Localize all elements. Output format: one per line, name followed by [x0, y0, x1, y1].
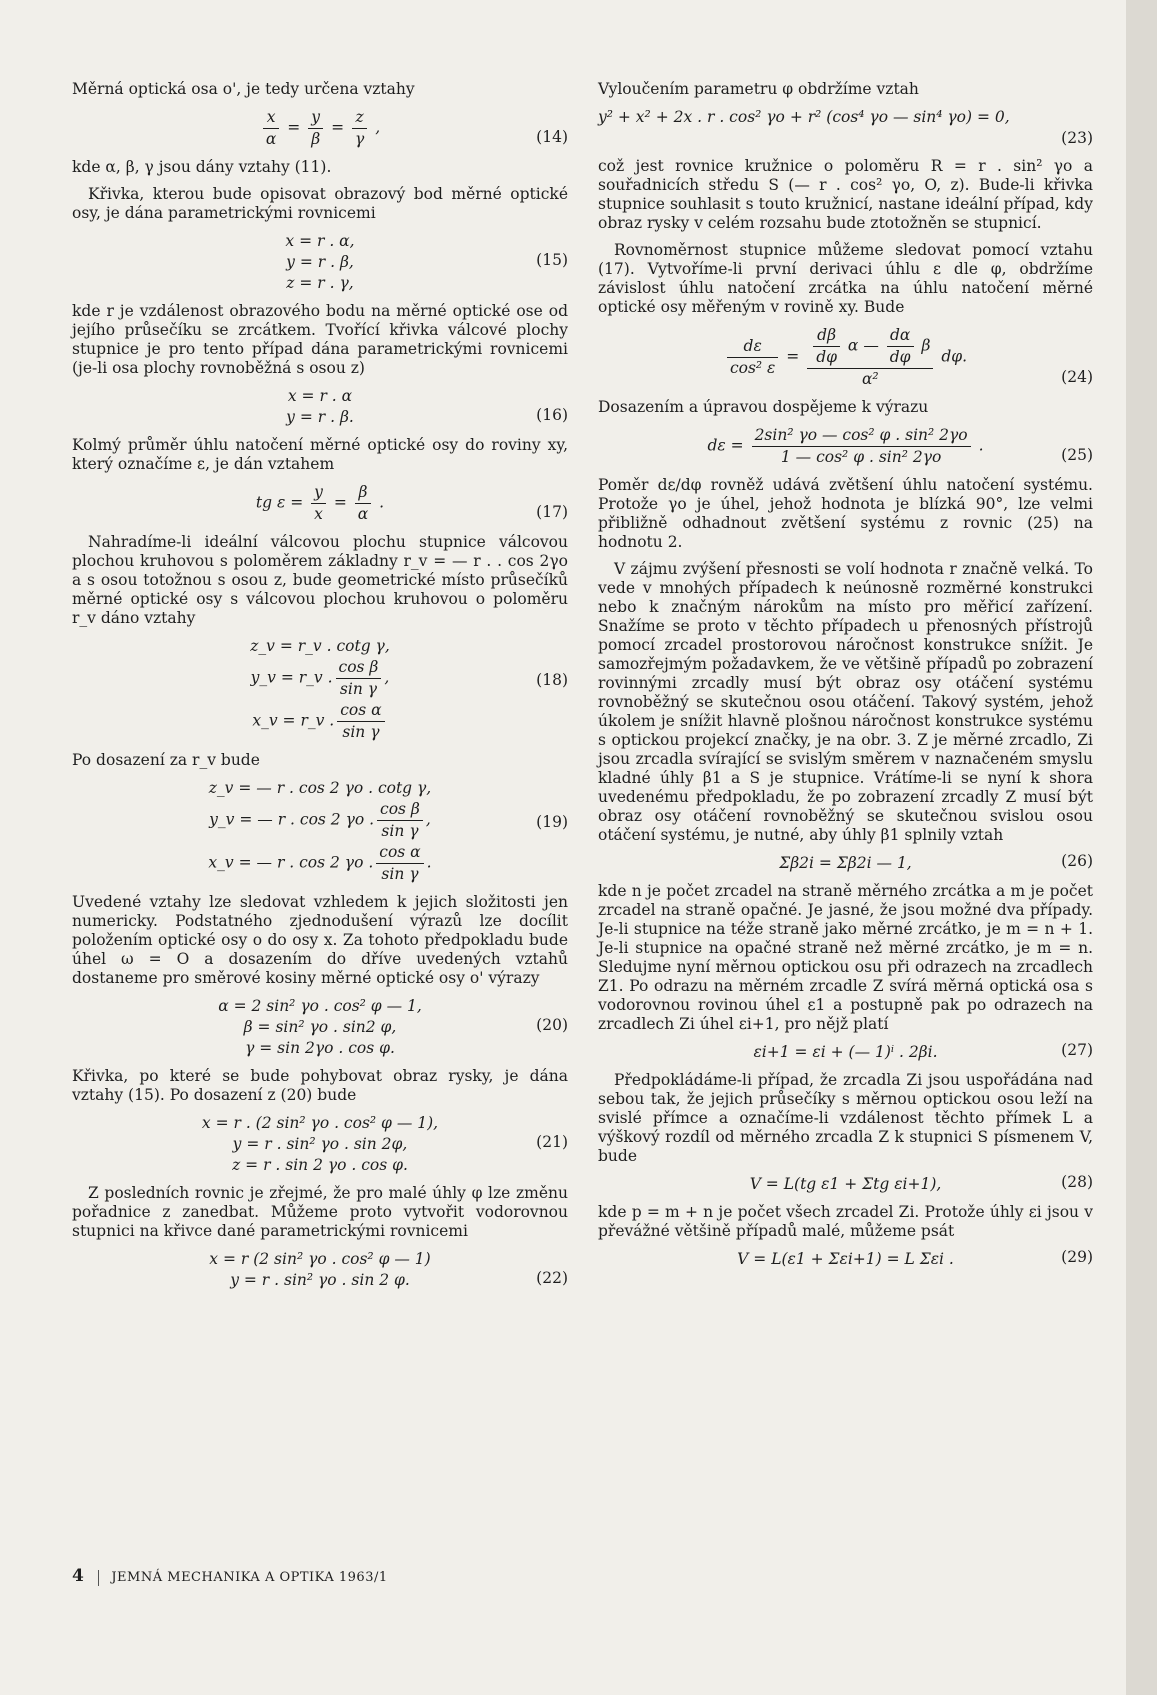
equation-25: dε = $\frac{\text{2sin² γo — cos² φ . sin² 2γo}}{\text{1 — cos² φ . sin² 2γo}}$ . (25) — [707, 426, 1093, 466]
equation-number: (27) — [1061, 1041, 1093, 1059]
journal-name: JEMNÁ MECHANIKA A OPTIKA 1963/1 — [111, 1570, 388, 1585]
paragraph: Rovnoměrnost stupnice můžeme sledovat pomocí vztahu (17). Vytvoříme-li první derivaci úhlu ε dle φ, obdržíme závislost úhlu natočení zrcátka na úhlu natočení měrné optické osy měřeným v rovině xy. Bude — [598, 241, 1093, 316]
paragraph: Měrná optická osa o', je tedy určena vztahy — [72, 80, 415, 98]
equation-number: (17) — [536, 503, 568, 521]
paragraph: Předpokládáme-li případ, že zrcadla Zi jsou uspořádána nad sebou tak, že jejich průsečíky s měrnou optickou osou leží na svislé přímce a označíme-li vzdálenost těchto přímek L a výškový rozdíl od měrného zrcadla Z k stupnici S písmenem V, bude — [598, 1071, 1093, 1165]
equation-number: (15) — [536, 251, 568, 269]
equation-number: (25) — [1061, 446, 1093, 464]
paragraph: kde α, β, γ jsou dány vztahy (11). — [72, 158, 332, 176]
equation-number: (18) — [536, 671, 568, 689]
equation-20: α = 2 sin² γo . cos² φ — 1, β = sin² γo . sin2 φ, γ = sin 2γo . cos φ. (20) — [218, 997, 568, 1057]
equation-27: εi+1 = εi + (— 1)ⁱ . 2βi. (27) — [753, 1041, 1093, 1061]
paragraph: kde p = m + n je počet všech zrcadel Zi. Protože úhly εi jsou v převážné většině případů malé, můžeme psát — [598, 1203, 1093, 1240]
equation-23: y² + x² + 2x . r . cos² γo + r² (cos⁴ γo — sin⁴ γo) = 0, (23) — [598, 108, 1093, 147]
paragraph: Dosazením a úpravou dospějeme k výrazu — [598, 398, 929, 416]
equation-number: (19) — [536, 813, 568, 831]
equation-21: x = r . (2 sin² γo . cos² φ — 1), y = r . sin² γo . sin 2φ, z = r . sin 2 γo . cos φ. (21) — [201, 1114, 568, 1174]
paragraph: Křivka, po které se bude pohybovat obraz rysky, je dána vztahy (15). Po dosazení z (20) bude — [72, 1067, 568, 1104]
paragraph: V zájmu zvýšení přesnosti se volí hodnota r značně velká. To vede v mnohých případech k neúnosně rozměrné konstrukci nebo k značným nárokům na místo pro měřicí zařízení. Snažíme se proto v těchto případech u přenosných přístrojů pomocí zrcadel prostorovou náročnost konstrukce snížit. Je samozřejmým požadavkem, že ve většině případů po zobrazení rovinnými zrcadly musí být obraz osy otáčení systému rovnoběžný se skutečnou osou otáčení. Takový systém, jehož úkolem je snížit hlavně plošnou náročnost konstrukce systému s optickou projekcí značky, je na obr. 3. Z je měrné zrcadlo, Zi jsou zrcadla svírající se svislým směrem v naznačeném smyslu kladné úhly β1 a S je stupnice. Vrátíme-li se nyní k shora uvedenému předpokladu, že po zobrazení zrcadly Z musí být obraz osy otáčení rovnoběžný se skutečnou svislou osou otáčení systému, je nutné, aby úhly β1 splnily vztah — [598, 560, 1093, 844]
equation-17: tg ε = $\frac{y}{x}$ = $\frac{\beta}{\alpha}$ . (17) — [255, 483, 568, 523]
equation-26: Σβ2i = Σβ2i — 1, (26) — [779, 852, 1093, 872]
paragraph: Poměr dε/dφ rovněž udává zvětšení úhlu natočení systému. Protože γo je úhel, jehož hodnota je blízká 90°, lze velmi přibližně odhadnout zvětšení systému z rovnic (25) na hodnotu 2. — [598, 476, 1093, 551]
page-number: 4 — [72, 1566, 85, 1586]
paragraph: což jest rovnice kružnice o poloměru R = r . sin² γo a souřadnicích středu S (— r . cos² γo, O, z). Bude-li křivka stupnice souhlasit s touto kružnicí, nastane ideální případ, kdy obraz rysky v celém rozsahu bude ztotožněn se stupnicí. — [598, 157, 1093, 232]
equation-28: V = L(tg ε1 + Σtg εi+1), (28) — [749, 1173, 1093, 1193]
equation-number: (20) — [536, 1016, 568, 1034]
equation-number: (16) — [536, 406, 568, 424]
paragraph: Nahradíme-li ideální válcovou plochu stupnice válcovou plochou kruhovou s poloměrem základny r_v = — r . . cos 2γo a s osou totožnou s osou z, bude geometrické místo průsečíků měrné optické osy s válcovou plochou kruhovou o poloměru r_v dáno vztahy — [72, 533, 568, 627]
equation-number: (22) — [536, 1269, 568, 1287]
equation-number: (24) — [1061, 368, 1093, 386]
footer-divider — [98, 1570, 99, 1586]
paragraph: Po dosazení za r_v bude — [72, 751, 260, 769]
equation-number: (14) — [536, 128, 568, 146]
equation-number: (23) — [1061, 129, 1093, 147]
equation-14: $\frac{x}{\alpha}$ = $\frac{y}{\beta}$ = $\frac{z}{\gamma}$ , (14) — [72, 107, 568, 150]
paragraph: kde n je počet zrcadel na straně měrného zrcátka a m je počet zrcadel na straně opačné. Je jasné, že jsou možné dva případy. Je-li stupnice na téže straně jako měrné zrcátko, je m = n + 1. Je-li stupnice na opačné straně než měrné zrcátko, je m = n. Sledujme nyní měrnou optickou osu při odrazech na zrcadlech Z1. Po odrazu na měrném zrcadle Z svírá měrná optická osa s vodorovnou rovinou úhel ε1 a postupně pak po odrazech na zrcadlech Zi úhel εi+1, pro nějž platí — [598, 882, 1093, 1033]
paragraph: Vyloučením parametru φ obdržíme vztah — [598, 80, 919, 98]
equation-18: z_v = r_v . cotg γ, y_v = r_v . $\frac{\text{cos β}}{\text{sin γ}}$ , x_v = r_v . $\frac{\text{cos α}}{\text{sin γ}}$ (18) — [250, 637, 568, 741]
paragraph: kde r je vzdálenost obrazového bodu na měrné optické ose od jejího průsečíku se zrcátkem. Tvořící křivka válcové plochy stupnice je pro tento případ dána parametrickými rovnicemi (je-li osa plochy rovnoběžná s osou z) — [72, 302, 568, 377]
next-page-edge — [1126, 0, 1157, 1695]
right-column — [598, 80, 1093, 1278]
equation-number: (28) — [1061, 1173, 1093, 1191]
left-column — [72, 80, 568, 1299]
paragraph: Křivka, kterou bude opisovat obrazový bod měrné optické osy, je dána parametrickými rovnicemi — [72, 185, 568, 222]
equation-number: (21) — [536, 1133, 568, 1151]
equation-number: (29) — [1061, 1248, 1093, 1266]
equation-29: V = L(ε1 + Σεi+1) = L Σεi . (29) — [737, 1248, 1093, 1268]
equation-number: (26) — [1061, 852, 1093, 870]
paragraph: Uvedené vztahy lze sledovat vzhledem k jejich složitosti jen numericky. Podstatného zjednodušení výrazů lze docílit položením optické osy o do osy x. Za tohoto předpokladu bude úhel ω = O a dosazením do dříve uvedených vztahů dostaneme pro směrové kosiny měrné optické osy o' výrazy — [72, 893, 568, 987]
equation-19: z_v = — r . cos 2 γo . cotg γ, y_v = — r . cos 2 γo . $\frac{\text{cos β}}{\text{sin γ}}$ , x_v = — r . cos 2 γo . $\frac{\text{cos α}}{\text{sin γ}}$ . (19) — [208, 779, 568, 883]
equation-22: x = r (2 sin² γo . cos² φ — 1) y = r . sin² γo . sin 2 φ. (22) — [209, 1250, 568, 1289]
paragraph: Z posledních rovnic je zřejmé, že pro malé úhly φ lze změnu pořadnice z zanedbat. Můžeme proto vytvořit vodorovnou stupnici na křivce dané parametrickými rovnicemi — [72, 1184, 568, 1240]
equation-16: x = r . α y = r . β. (16) — [286, 387, 568, 426]
equation-24: $\frac{d\varepsilon}{\text{cos² ε}}$ = $\frac{d\beta}{d\varphi}$ α — $\frac{d\alpha}{d\varphi}$ β α² dφ. (24) — [598, 325, 1093, 390]
paragraph: Kolmý průměr úhlu natočení měrné optické osy do roviny xy, který označíme ε, je dán vztahem — [72, 436, 568, 473]
page-footer — [72, 1566, 388, 1586]
equation-15: x = r . α, y = r . β, z = r . γ, (15) — [285, 232, 568, 292]
